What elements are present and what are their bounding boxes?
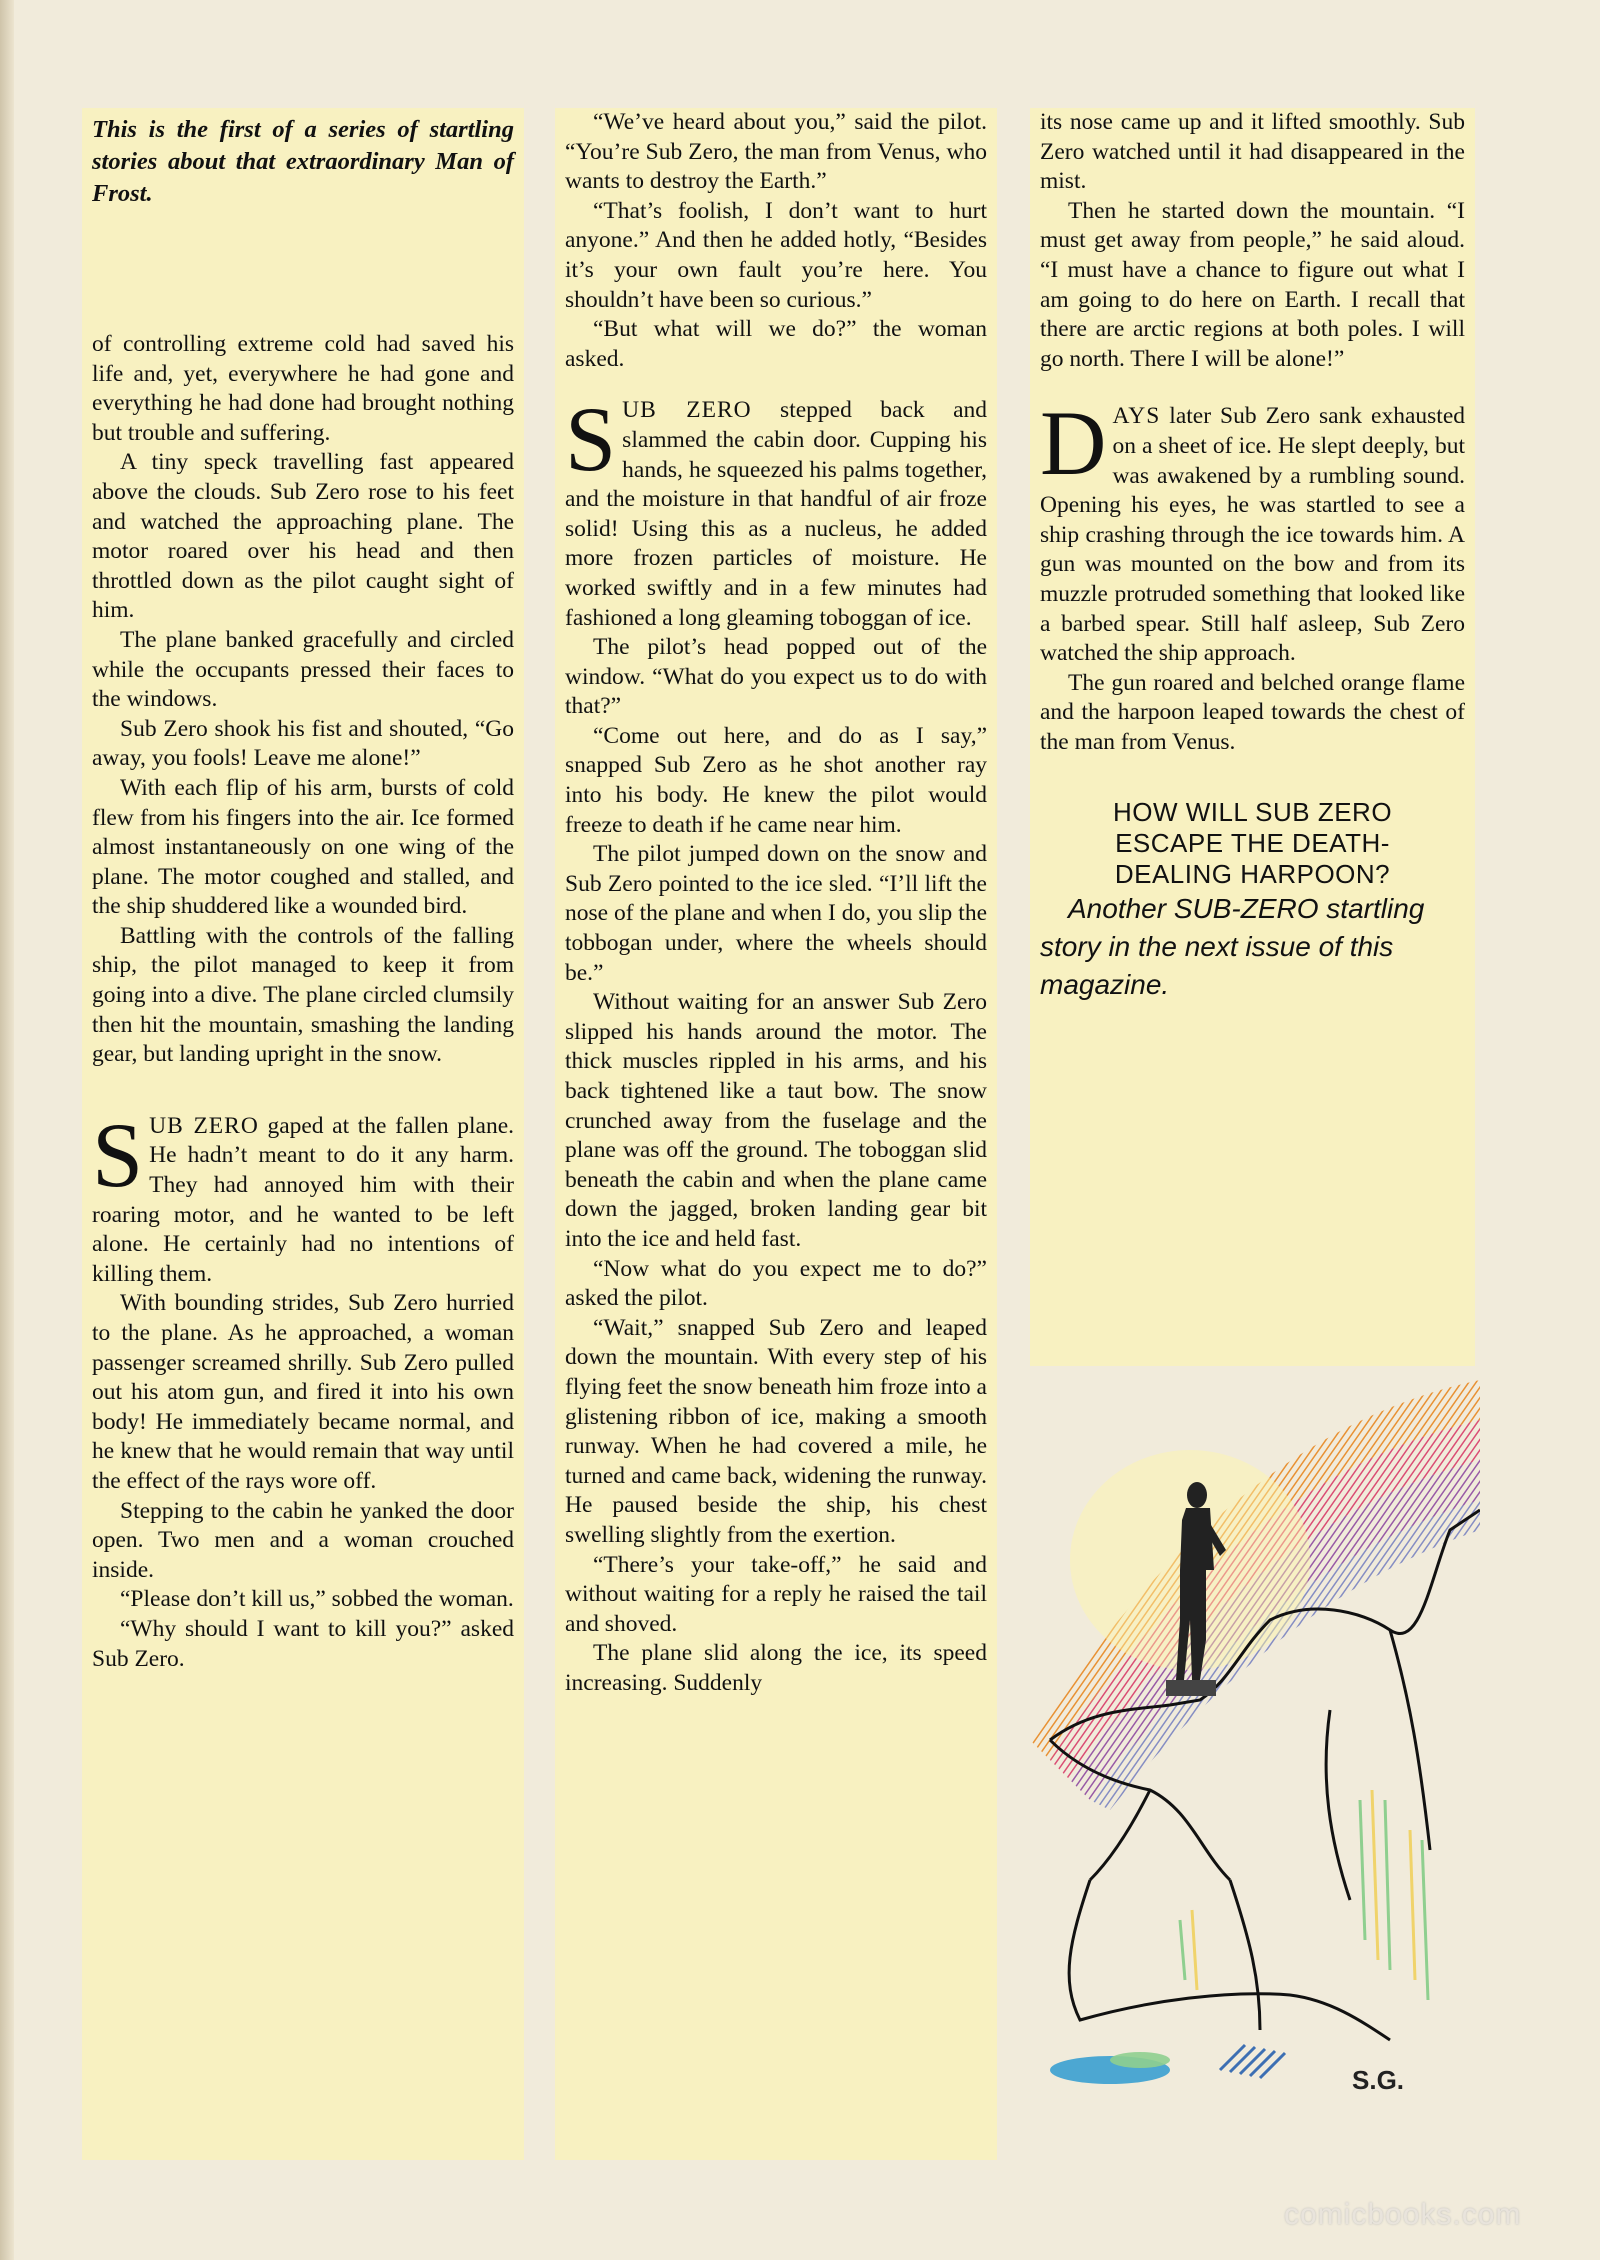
page-binding-edge — [0, 0, 14, 2260]
water-patches — [1050, 2045, 1285, 2084]
arctic-figure-illustration — [1030, 1380, 1480, 2140]
section-sub-zero-stepped — [565, 388, 987, 1698]
paragraph: The plane banked gracefully and circled while the occupants pressed their faces to the windows. — [92, 626, 514, 713]
section-lead-text: gaped at the fallen plane. He hadn’t meant to do it any harm. They had annoyed him with their roaring motor, and he wanted to be left alone. He certainly had no intentions of killing them. — [92, 1112, 515, 1287]
next-issue-note: Another SUB-ZERO startling story in the next issue of this magazine. — [1040, 893, 1425, 1001]
section-days-later — [1040, 392, 1465, 757]
paragraph: “Come out here, and do as I say,” snapped Sub Zero as he shot another ray into his body. He knew the pilot would freeze to death if he came near him. — [565, 722, 987, 838]
paragraph: A tiny speck travelling fast appeared above the clouds. Sub Zero rose to his feet and watched the approaching plane. The motor roared over his head and then throttled down as the pilot caught sight of him. — [92, 449, 514, 624]
small-caps-lead: UB ZERO — [149, 1112, 259, 1139]
text-column-1 — [82, 108, 524, 2160]
series-intro: This is the first of a series of startling stories about that extraordinary Man of Frost. — [92, 116, 514, 207]
text-column-2 — [555, 108, 997, 2160]
ice-streaks — [1180, 1790, 1428, 2000]
paragraph: “Wait,” snapped Sub Zero and leaped down the mountain. With every step of his flying feet the snow beneath him froze into a glistening ribbon of ice, making a smooth runway. When he had covered a mile, he turned and came back, widening the runway. He paused beside the ship, his chest swelling slightly from the exertion. — [565, 1314, 987, 1548]
paragraph: “Now what do you expect me to do?” asked the pilot. — [565, 1255, 987, 1312]
small-caps-lead: UB ZERO — [622, 397, 752, 424]
paragraph: The plane slid along the ice, its speed increasing. Suddenly — [565, 1640, 987, 1696]
drop-cap: D — [1040, 392, 1107, 495]
paragraph: Battling with the controls of the falling ship, the pilot managed to keep it from going into a dive. The plane circled clumsily then hit the mountain, smashing the landing gear, but landing upright in the snow. — [92, 922, 514, 1068]
paragraph: “Please don’t kill us,” sobbed the woman. — [120, 1586, 514, 1613]
paragraph: The gun roared and belched orange flame and the harpoon leaped towards the chest of the man from Venus. — [1040, 669, 1465, 755]
teaser-line: HOW WILL SUB ZERO — [1112, 797, 1393, 828]
paragraph: “That’s foolish, I don’t want to hurt anyone.” And then he added hotly, “Besides it’s your own fault you’re here. You shouldn’t have been so curious.” — [565, 197, 987, 313]
paragraph: The pilot jumped down on the snow and Sub Zero pointed to the ice sled. “I’ll lift the nose of the plane and when I do, you slip the tobbogan under, where the wheels should be.” — [565, 841, 987, 986]
small-caps-lead: AYS — [1112, 403, 1161, 430]
teaser-line: DEALING HARPOON? — [1114, 859, 1391, 890]
paragraph: “But what will we do?” the woman asked. — [565, 316, 987, 372]
section-sub-zero-gaped — [92, 1103, 515, 1674]
teaser-line: ESCAPE THE DEATH- — [1115, 828, 1390, 859]
paragraph: of controlling extreme cold had saved his life and, yet, everywhere he had gone and everything he had done had brought nothing but trouble and suffering. — [92, 331, 514, 446]
artist-signature: S.G. — [1352, 2065, 1405, 2095]
site-watermark: comicbooks.com — [1284, 2198, 1522, 2231]
text-column-3 — [1030, 108, 1475, 1366]
paragraph: With bounding strides, Sub Zero hurried to the plane. As he approached, a woman passenger screamed shrilly. Sub Zero pulled out his atom gun, and fired it into his own body! He immediately became normal, and he knew that he would remain that way until the effect of the rays wore off. — [92, 1290, 514, 1494]
section-lead-text: later Sub Zero sank exhausted on a sheet of ice. He slept deeply, but was awakened by a rumbling sound. Opening his eyes, he was startled to see a ship crashing through the ice towards him. A gun was mounted on the bow and from its muzzle protruded something that looked like a barbed spear. Still half asleep, Sub Zero watched the ship approach. — [1040, 403, 1465, 667]
paragraph: With each flip of his arm, bursts of cold flew from his fingers into the air. Ice formed almost instantaneously on one wing of the plane. The motor coughed and stalled, and the ship shuddered like a wounded bird. — [92, 774, 514, 920]
paragraph: Without waiting for an answer Sub Zero slipped his hands around the motor. The thick muscles rippled in his arms, and his back tightened like a taut bow. The snow crunched away from the fuselage and the plane was off the ground. The toboggan slid beneath the cabin and when the plane came down the jagged, broken landing gear bit into the ice and held fast. — [565, 989, 987, 1252]
drop-cap: S — [565, 388, 617, 491]
paragraph: “Why should I want to kill you?” asked Sub Zero. — [92, 1615, 514, 1672]
paragraph: Sub Zero shook his fist and shouted, “Go away, you fools! Leave me alone!” — [92, 715, 514, 772]
cliffhanger-teaser — [1040, 797, 1465, 890]
paragraph: Stepping to the cabin he yanked the door open. Two men and a woman crouched inside. — [92, 1497, 514, 1583]
paragraph: The pilot’s head popped out of the window. “What do you expect us to do with that?” — [565, 634, 987, 720]
drop-cap: S — [92, 1103, 144, 1206]
paragraph: “There’s your take-off,” he said and without waiting for a reply he raised the tail and shoved. — [565, 1551, 987, 1637]
section-lead-text: stepped back and slammed the cabin door. Cupping his hands, he squeezed his palms together, and the moisture in that handful of air froze solid! Using this as a nucleus, he added more frozen particles of moisture. He worked swiftly and in a few minutes had fashioned a long gleaming toboggan of ice. — [565, 397, 987, 631]
paragraph: Then he started down the mountain. “I must get away from people,” he said aloud. “I must have a chance to figure out what I am going to do here on Earth. I recall that there are arctic regions at both poles. I will go north. There I will be alone!” — [1040, 197, 1465, 372]
paragraph: “We’ve heard about you,” said the pilot. “You’re Sub Zero, the man from Venus, who wants to destroy the Earth.” — [565, 109, 987, 195]
paragraph: its nose came up and it lifted smoothly. Sub Zero watched until it had disappeared in the mist. — [1040, 109, 1465, 195]
